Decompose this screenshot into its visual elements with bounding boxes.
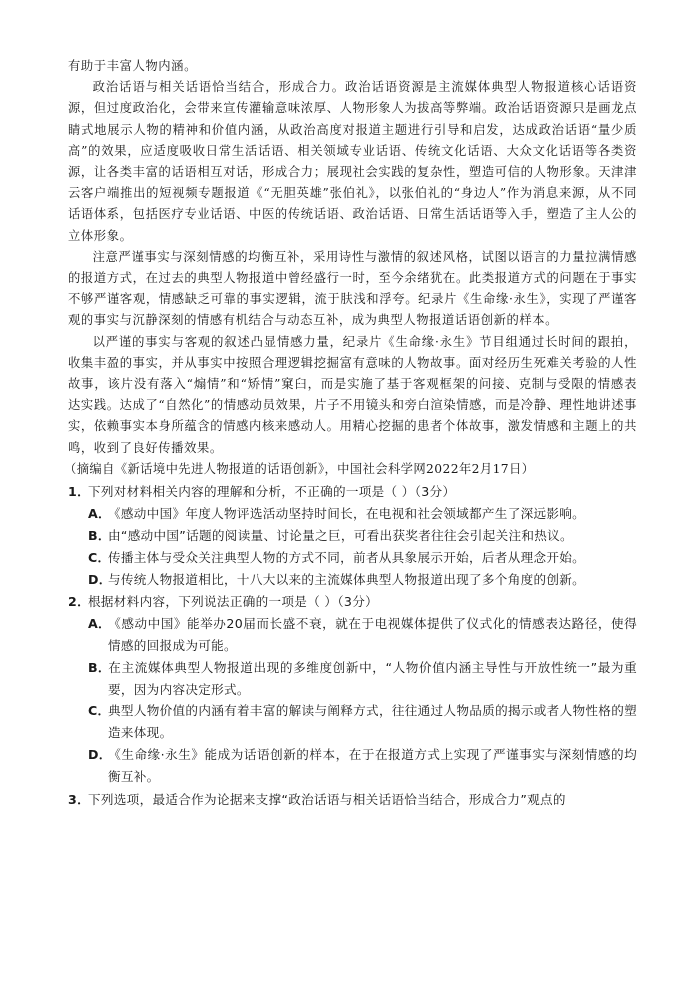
option-letter: C． [88,703,111,719]
option-letter: A． [88,616,111,632]
passage-paragraph: 政治话语与相关话语恰当结合，形成合力。政治话语资源是主流媒体典型人物报道核心话语资源，但过度政治化，会带来宣传灌输意味浓厚、人物形象人为拔高等弊端。政治话语资源只是画龙点睛式地展示人物的精神和价值内涵，从政治高度对报道主题进行引导和启发，达成政治话语“量少质高”的效果，应适度吸收日常生活话语、相关领域专业话语、传统文化话语、大众文化话语等各类资源，让各类丰富的话语相互对话，形成合力；展现社会实践的复杂性，塑造可信的人物形象。天津津云客户端推出的短视频专题报道《“无胆英雄”张伯礼》，以张伯礼的“身边人”作为消息来源，从不同话语体系，包括医疗专业话语、中医的传统话语、政治话语、日常生活话语等入手，塑造了主人公的立体形象。 [68,80,637,243]
option-a[interactable] [68,503,637,525]
question-1 [68,481,637,590]
question-text: 下列对材料相关内容的理解和分析，不正确的一项是（ ）（3分） [88,484,456,500]
question-number: 1． [68,484,90,500]
passage-source: （摘编自《新话境中先进人物报道的话语创新》，中国社会科学网2022年2月17日） [64,461,535,476]
option-letter: C． [88,549,111,565]
option-letter: B． [88,659,111,675]
option-text: 《感动中国》能举办20届而长盛不衰，就在于电视媒体提供了仪式化的情感表达路径，使得情感的回报成为可能。 [108,616,637,653]
option-letter: A． [88,506,111,522]
question-stem [68,481,637,503]
question-3 [68,789,637,811]
option-text: 《生命缘·永生》能成为话语创新的样本，在于在报道方式上实现了严谨事实与深刻情感的均衡互补。 [108,746,637,784]
option-text: 典型人物价值的内涵有着丰富的解读与阐释方式，往往通过人物品质的揭示或者人物性格的塑造来体现。 [108,703,637,741]
option-letter: D． [88,571,112,587]
option-text: 与传统人物报道相比，十八大以来的主流媒体典型人物报道出现了多个角度的创新。 [108,571,586,587]
passage-paragraph: 注意严谨事实与深刻情感的均衡互补，采用诗性与激情的叙述风格，试图以语言的力量拉满情感的报道方式，在过去的典型人物报道中曾经盛行一时，至今余绪犹在。此类报道方式的问题在于事实不够严谨客观，情感缺乏可靠的事实逻辑，流于肤浅和浮夸。纪录片《生命缘·永生》，实现了严谨客观的事实与沉静深刻的情感有机结合与动态互补，成为典型人物报道话语创新的样本。 [68,249,637,328]
question-text: 下列选项，最适合作为论据来支撑“政治话语与相关话语恰当结合，形成合力”观点的 [88,791,566,807]
option-b[interactable] [68,525,637,547]
question-number: 3． [68,791,90,807]
option-d[interactable] [68,569,637,591]
passage-continuation: 有助于丰富人物内涵。 [68,59,197,73]
option-letter: B． [88,527,111,543]
option-c[interactable] [68,700,637,744]
question-list [68,481,637,810]
question-stem [68,789,637,811]
option-c[interactable] [68,547,637,569]
option-text: 传播主体与受众关注典型人物的方式不同，前者从具象展示开始，后者从理念开始。 [108,549,586,565]
question-text: 根据材料内容，下列说法正确的一项是（ ）（3分） [88,594,378,610]
option-text: 由“感动中国”话题的阅读量、讨论量之巨，可看出获奖者往往会引起关注和热议。 [108,527,573,543]
option-text: 在主流媒体典型人物报道出现的多维度创新中，“人物价值内涵主导性与开放性统一”最为重要，因为内容决定形式。 [108,659,637,697]
passage-paragraph: 以严谨的事实与客观的叙述凸显情感力量，纪录片《生命缘·永生》节目组通过长时间的跟拍，收集丰盈的事实，并从事实中按照合理逻辑挖掘富有意味的人物故事。面对经历生死难关考验的人性故事，该片没有落入“煽情”和“矫情”窠臼，而是实施了基于客观框架的问接、克制与受限的情感表达实践。达成了“自然化”的情感动员效果，片子不用镜头和旁白渲染情感，而是冷静、理性地讲述事实，依赖事实本身所蕴含的情感内核来感动人。用精心挖掘的患者个体故事，激发情感和主题上的共鸣，收到了良好传播效果。 [68,334,637,455]
option-d[interactable] [68,744,637,788]
option-letter: D． [88,746,112,762]
option-text: 《感动中国》年度人物评选活动坚持时间长，在电视和社会领域都产生了深远影响。 [108,506,586,522]
question-number: 2． [68,594,90,610]
option-a[interactable] [68,613,637,657]
question-2 [68,591,637,787]
reading-passage [64,56,637,480]
option-b[interactable] [68,657,637,701]
question-stem [68,591,637,613]
